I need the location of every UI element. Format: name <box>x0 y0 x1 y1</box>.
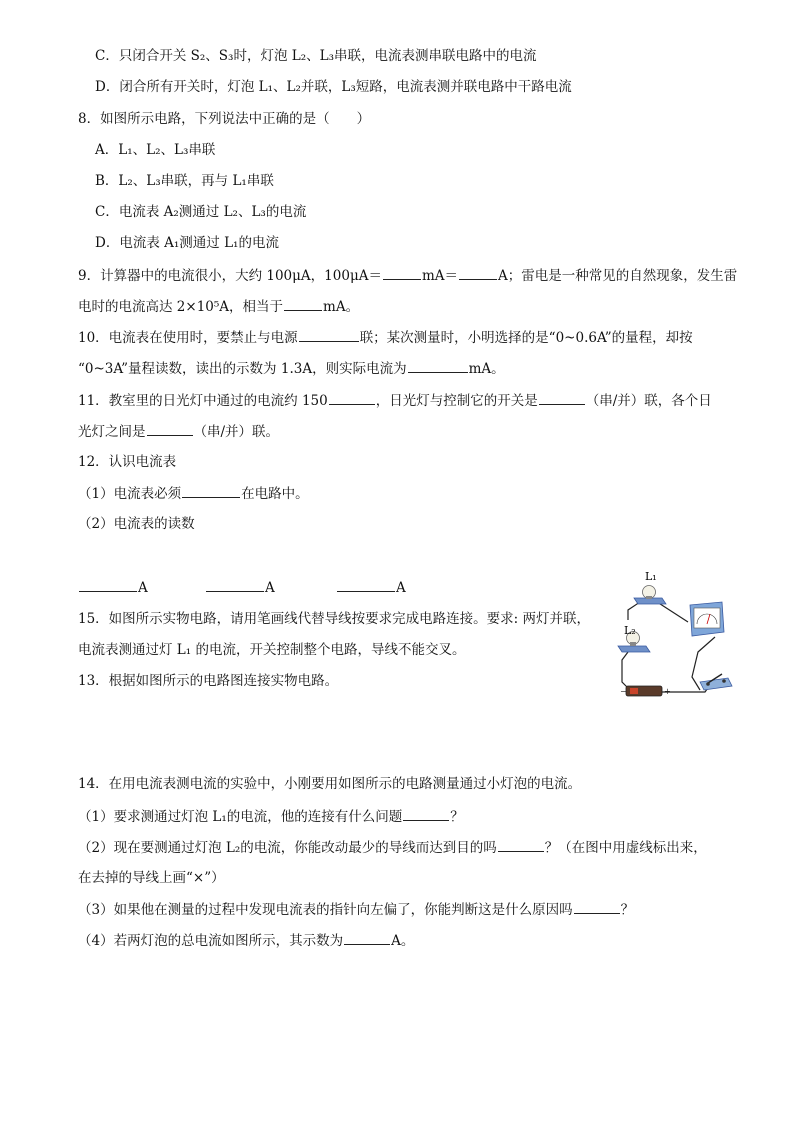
q11-line2 <box>78 421 279 442</box>
q7-option-c: C．只闭合开关 S₂、S₃时，灯泡 L₂、L₃串联，电流表测串联电路中的电流 <box>95 48 537 64</box>
q11-text-5: （串/并）联。 <box>193 424 280 440</box>
q8-option-b: B．L₂、L₃串联，再与 L₁串联 <box>95 173 274 189</box>
q12-reading-blank-2[interactable] <box>206 577 264 592</box>
battery <box>620 686 671 696</box>
q10-line2 <box>78 358 505 379</box>
q10-text-2: 联；某次测量时，小明选择的是“0~0.6A”的量程，却按 <box>359 330 693 346</box>
q12-reading-2 <box>205 577 275 598</box>
q14-sub4-text-b: A。 <box>391 933 415 949</box>
q8-option-c: C．电流表 A₂测通过 L₂、L₃的电流 <box>95 204 307 220</box>
q14-sub1-text-a: （1）要求测通过灯泡 L₁的电流，他的连接有什么问题 <box>78 809 403 825</box>
q12-reading-3 <box>336 577 406 598</box>
q10-text-1: 10．电流表在使用时，要禁止与电源 <box>78 330 298 346</box>
unit-label: A <box>265 580 275 596</box>
q11-blank-2[interactable] <box>539 390 585 405</box>
q15-line2: 电流表测通过灯 L₁ 的电流，开关控制整个电路，导线不能交叉。 <box>78 642 466 658</box>
q9-text-1: 9．计算器中的电流很小，大约 100μA，100μA＝ <box>78 268 382 284</box>
q8-stem: 8．如图所示电路，下列说法中正确的是（ ） <box>78 111 371 127</box>
ammeter <box>690 602 724 636</box>
lamp-l1 <box>634 586 666 605</box>
label-l2: L₂ <box>624 624 636 637</box>
q14-blank-3[interactable] <box>574 899 620 914</box>
circuit-figure <box>600 572 740 702</box>
q9-text-2: mA＝ <box>421 268 459 284</box>
unit-label: A <box>138 580 148 596</box>
q14-sub4-text-a: （4）若两灯泡的总电流如图所示，其示数为 <box>78 933 344 949</box>
wire-3 <box>622 652 630 690</box>
q11-text-2: ，日光灯与控制它的开关是 <box>375 393 538 409</box>
q11-blank-1[interactable] <box>329 390 375 405</box>
q14-sub4 <box>78 930 414 951</box>
q14-sub3-text-b: ？ <box>620 902 635 918</box>
q12-sub1-text-b: 在电路中。 <box>241 486 309 502</box>
q14-sub3-text-a: （3）如果他在测量的过程中发现电流表的指针向左偏了，你能判断这是什么原因吗 <box>78 902 573 918</box>
q12-reading-blank-1[interactable] <box>79 577 137 592</box>
q14-sub2-text-b: ？（在图中用虚线标出来， <box>544 840 707 856</box>
q11-line1 <box>78 390 712 411</box>
q9-blank-2[interactable] <box>459 265 497 280</box>
q11-blank-3[interactable] <box>147 421 193 436</box>
switch <box>700 674 732 690</box>
q10-blank-1[interactable] <box>299 327 359 342</box>
q11-text-3: （串/并）联，各个日 <box>585 393 712 409</box>
q9-text-4: 电时的电流高达 2×10⁵A，相当于 <box>78 299 284 315</box>
q7-option-d: D．闭合所有开关时，灯泡 L₁、L₂并联，L₃短路，电流表测并联电路中干路电流 <box>95 79 572 95</box>
q12-sub2: （2）电流表的读数 <box>78 516 195 532</box>
q11-text-4: 光灯之间是 <box>78 424 146 440</box>
q10-text-4: mA。 <box>468 361 505 377</box>
q14-blank-4[interactable] <box>344 930 390 945</box>
svg-text:−: − <box>620 687 627 696</box>
q12-sub1-text-a: （1）电流表必须 <box>78 486 182 502</box>
q12-blank-1[interactable] <box>182 483 240 498</box>
q14-sub1 <box>78 806 464 827</box>
q9-blank-3[interactable] <box>284 296 322 311</box>
q15-line1: 15．如图所示实物电路，请用笔画线代替导线按要求完成电路连接。要求: 两灯并联， <box>78 611 591 627</box>
q14-stem: 14．在用电流表测电流的实验中，小刚要用如图所示的电路测量通过小灯泡的电流。 <box>78 776 582 792</box>
q8-option-d: D．电流表 A₁测通过 L₁的电流 <box>95 235 279 251</box>
q9-text-5: mA。 <box>323 299 360 315</box>
q14-sub2 <box>78 837 707 858</box>
q9-blank-1[interactable] <box>383 265 421 280</box>
q14-blank-2[interactable] <box>498 837 544 852</box>
svg-text:+: + <box>664 687 671 696</box>
q10-blank-2[interactable] <box>408 358 468 373</box>
q9-text-3: A；雷电是一种常见的自然现象，发生雷 <box>498 268 738 284</box>
q12-reading-blank-3[interactable] <box>337 577 395 592</box>
q8-option-a: A．L₁、L₂、L₃串联 <box>95 142 216 158</box>
q10-line1 <box>78 327 693 348</box>
q14-sub2-text-a: （2）现在要测通过灯泡 L₂的电流，你能改动最少的导线而达到目的吗 <box>78 840 497 856</box>
q9-line2 <box>78 296 359 317</box>
q14-sub1-text-b: ？ <box>450 809 464 825</box>
q12-stem: 12．认识电流表 <box>78 454 177 470</box>
unit-label: A <box>396 580 406 596</box>
q12-sub1 <box>78 483 309 504</box>
label-l1: L₁ <box>645 572 657 583</box>
q10-text-3: “0~3A”量程读数，读出的示数为 1.3A，则实际电流为 <box>78 361 407 377</box>
q11-text-1: 11．教室里的日光灯中通过的电流约 150 <box>78 393 328 409</box>
q9-line1 <box>78 265 737 286</box>
q14-sub3 <box>78 899 634 920</box>
q14-sub2-cont: 在去掉的导线上画“×”） <box>78 870 225 886</box>
q13-stem: 13．根据如图所示的电路图连接实物电路。 <box>78 673 339 689</box>
q14-blank-1[interactable] <box>403 806 449 821</box>
circuit-diagram <box>600 572 740 702</box>
q12-reading-1 <box>78 577 148 598</box>
